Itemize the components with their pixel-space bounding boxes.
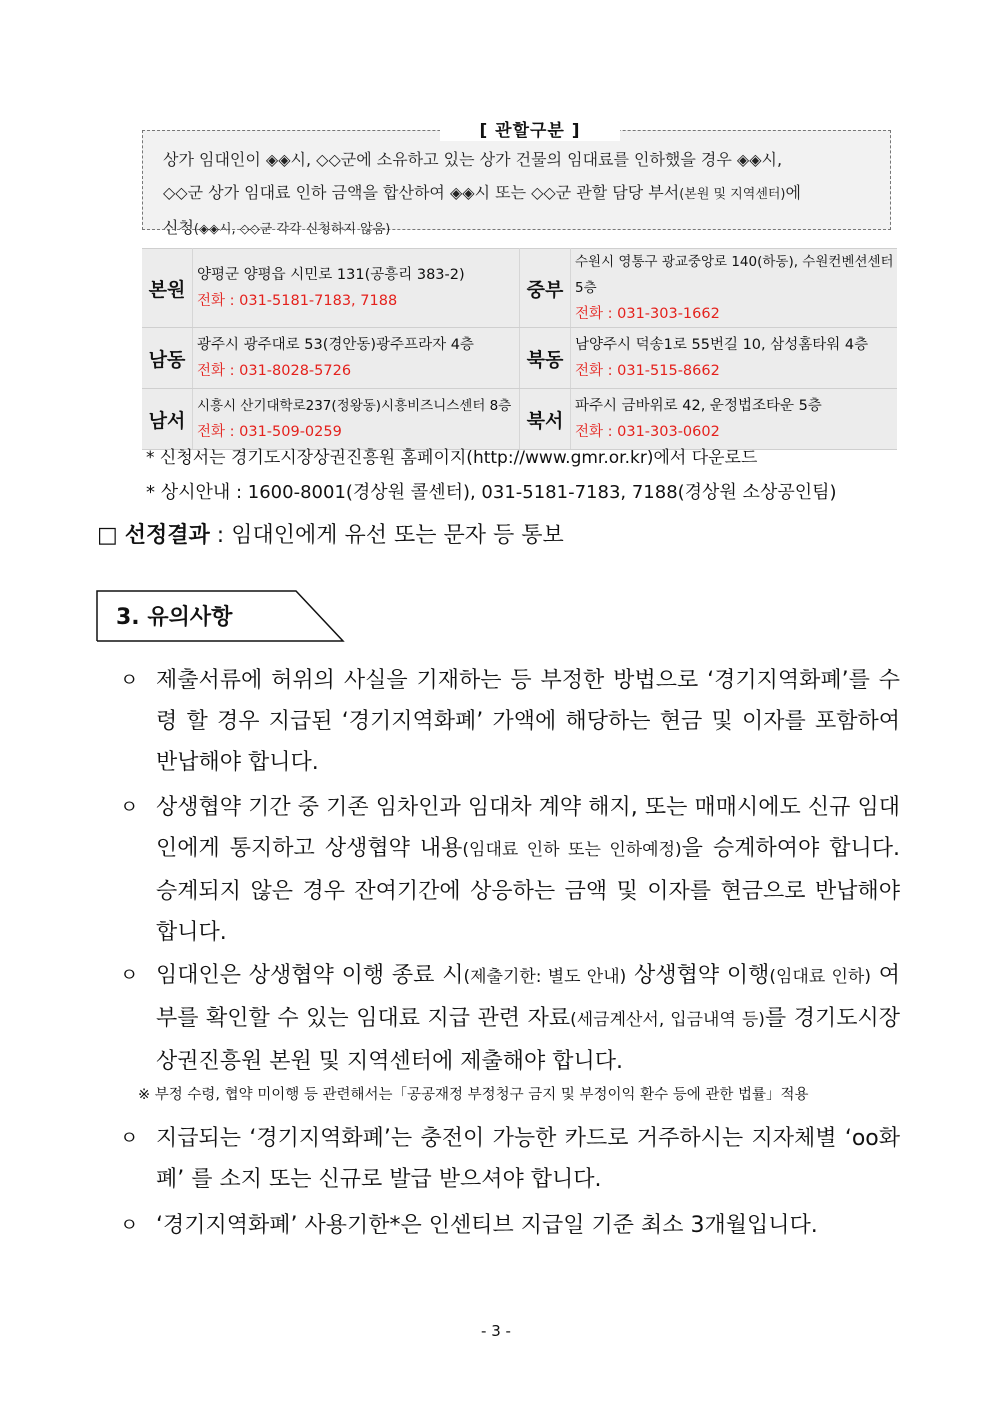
circle-bullet-icon: ㅇ xyxy=(120,1127,139,1149)
office-region: 남동 xyxy=(142,328,193,389)
office-info xyxy=(571,249,898,328)
office-phone: 전화 : 031-515-8662 xyxy=(575,363,720,379)
notice-text-part: 상생협약 기간 중 기존 임차인과 임대차 계약 해지, 또는 매매시에도 신규 임대인에게 통지하고 상생협약 내용 xyxy=(156,795,900,861)
jurisdiction-line-3-text: 신청 xyxy=(163,218,194,237)
jurisdiction-line-3 xyxy=(163,211,876,246)
notice-text-part: 여부를 확인할 수 있는 임대료 지급 관련 자료 xyxy=(156,963,901,1031)
notice-text: 제출서류에 허위의 사실을 기재하는 등 부정한 방법으로 ‘경기지역화폐’를 수령 할 경우 지급된 ‘경기지역화폐’ 가액에 해당하는 현금 및 이자를 포함하여 반납해야 합니다. xyxy=(156,668,900,775)
notice-text xyxy=(156,787,900,953)
notice-item xyxy=(120,660,900,783)
notice-item xyxy=(120,1118,900,1200)
circle-bullet-icon: ㅇ xyxy=(120,964,139,986)
notice-text-small: (세금계산서, 입금내역 등) xyxy=(570,1010,765,1030)
notice-text-part: 임대인은 상생협약 이행 종료 시 xyxy=(156,963,464,988)
office-address: 시흥시 산기대학로237(정왕동)시흥비즈니스센터 8층 xyxy=(197,398,512,414)
office-address: 남양주시 덕송1로 55번길 10, 삼성홈타워 4층 xyxy=(575,337,869,353)
jurisdiction-title: [ 관할구분 ] xyxy=(440,116,620,141)
office-phone: 전화 : 031-5181-7183, 7188 xyxy=(197,293,398,309)
office-address: 광주시 광주대로 53(경안동)광주프라자 4층 xyxy=(197,337,474,353)
selection-result-text: : 임대인에게 유선 또는 문자 등 통보 xyxy=(209,523,564,548)
office-row xyxy=(142,249,897,328)
section-title: 3. 유의사항 xyxy=(116,605,233,630)
checkbox-square-icon: □ xyxy=(97,523,118,548)
jurisdiction-box xyxy=(142,130,891,237)
download-note: * 신청서는 경기도시장상권진흥원 홈페이지(http://www.gmr.or.kr)에서 다운로드 xyxy=(146,448,758,468)
office-table xyxy=(142,248,897,450)
notice-text-part: 을 승계하여야 합니다. 승계되지 않은 경우 잔여기간에 상응하는 금액 및 이자를 현금으로 반납해야 합니다. xyxy=(156,836,901,945)
notice-item xyxy=(120,955,900,1082)
notice-text-part: 를 경기도시장상권진흥원 본원 및 지역센터에 제출해야 합니다. xyxy=(156,1006,900,1074)
office-region: 북동 xyxy=(520,328,571,389)
office-info xyxy=(193,328,520,389)
office-info xyxy=(571,389,898,450)
jurisdiction-line-3-small: (◈◈시, ◇◇군 각각 신청하지 않음) xyxy=(193,222,391,237)
jurisdiction-line-2-text: ◇◇군 상가 임대료 인하 금액을 합산하여 ◈◈시 또는 ◇◇군 관할 담당 부서 xyxy=(163,183,680,202)
office-phone: 전화 : 031-303-1662 xyxy=(575,306,720,322)
office-address: 양평군 양평읍 시민로 131(공흥리 383-2) xyxy=(197,267,465,283)
office-phone: 전화 : 031-303-0602 xyxy=(575,424,720,440)
notice-text xyxy=(156,955,900,1082)
jurisdiction-line-2-small: (본원 및 지역센터) xyxy=(679,187,786,202)
office-row xyxy=(142,328,897,389)
office-phone: 전화 : 031-509-0259 xyxy=(197,424,342,440)
contact-note: * 상시안내 : 1600-8001(경상원 콜센터), 031-5181-7183, 7188(경상원 소상공인팀) xyxy=(146,482,837,503)
office-info xyxy=(571,328,898,389)
office-region: 남서 xyxy=(142,389,193,450)
notice-text-small: (임대료 인하 또는 인하예정) xyxy=(462,840,682,860)
notice-text-small: (임대료 인하) xyxy=(769,967,871,987)
notice-text: 지급되는 ‘경기지역화폐’는 충전이 가능한 카드로 거주하시는 지자체별 ‘oo화폐’ 를 소지 또는 신규로 발급 받으셔야 합니다. xyxy=(156,1126,900,1192)
notice-text-small: (제출기한: 별도 안내) xyxy=(463,967,627,987)
office-info xyxy=(193,249,520,328)
legal-reference-note: ※ 부정 수령, 협약 미이행 등 관련해서는「공공재정 부정청구 금지 및 부정이익 환수 등에 관한 법률」적용 xyxy=(138,1087,809,1103)
selection-result xyxy=(97,518,564,549)
notice-item xyxy=(120,787,900,953)
circle-bullet-icon: ㅇ xyxy=(120,669,139,691)
office-address: 수원시 영통구 광교중앙로 140(하동), 수원컨벤션센터 5층 xyxy=(575,254,894,296)
office-address: 파주시 금바위로 42, 운정법조타운 5층 xyxy=(575,398,822,414)
jurisdiction-line-2 xyxy=(163,176,876,211)
jurisdiction-line-2-end: 에 xyxy=(785,183,801,202)
circle-bullet-icon: ㅇ xyxy=(120,796,139,818)
notice-text: ‘경기지역화폐’ 사용기한*은 인센티브 지급일 기준 최소 3개월입니다. xyxy=(156,1213,818,1238)
notice-item xyxy=(120,1205,900,1246)
page-number: - 3 - xyxy=(481,1322,511,1340)
notice-text-part: 상생협약 이행 xyxy=(626,963,770,988)
circle-bullet-icon: ㅇ xyxy=(120,1214,139,1236)
section-header xyxy=(96,590,346,642)
office-region: 북서 xyxy=(520,389,571,450)
office-info xyxy=(193,389,520,450)
selection-result-label: 선정결과 xyxy=(124,523,210,548)
office-region: 중부 xyxy=(520,249,571,328)
office-row xyxy=(142,389,897,450)
office-region: 본원 xyxy=(142,249,193,328)
office-phone: 전화 : 031-8028-5726 xyxy=(197,363,352,379)
jurisdiction-line-1: 상가 임대인이 ◈◈시, ◇◇군에 소유하고 있는 상가 건물의 임대료를 인하했을 경우 ◈◈시, xyxy=(163,150,783,169)
